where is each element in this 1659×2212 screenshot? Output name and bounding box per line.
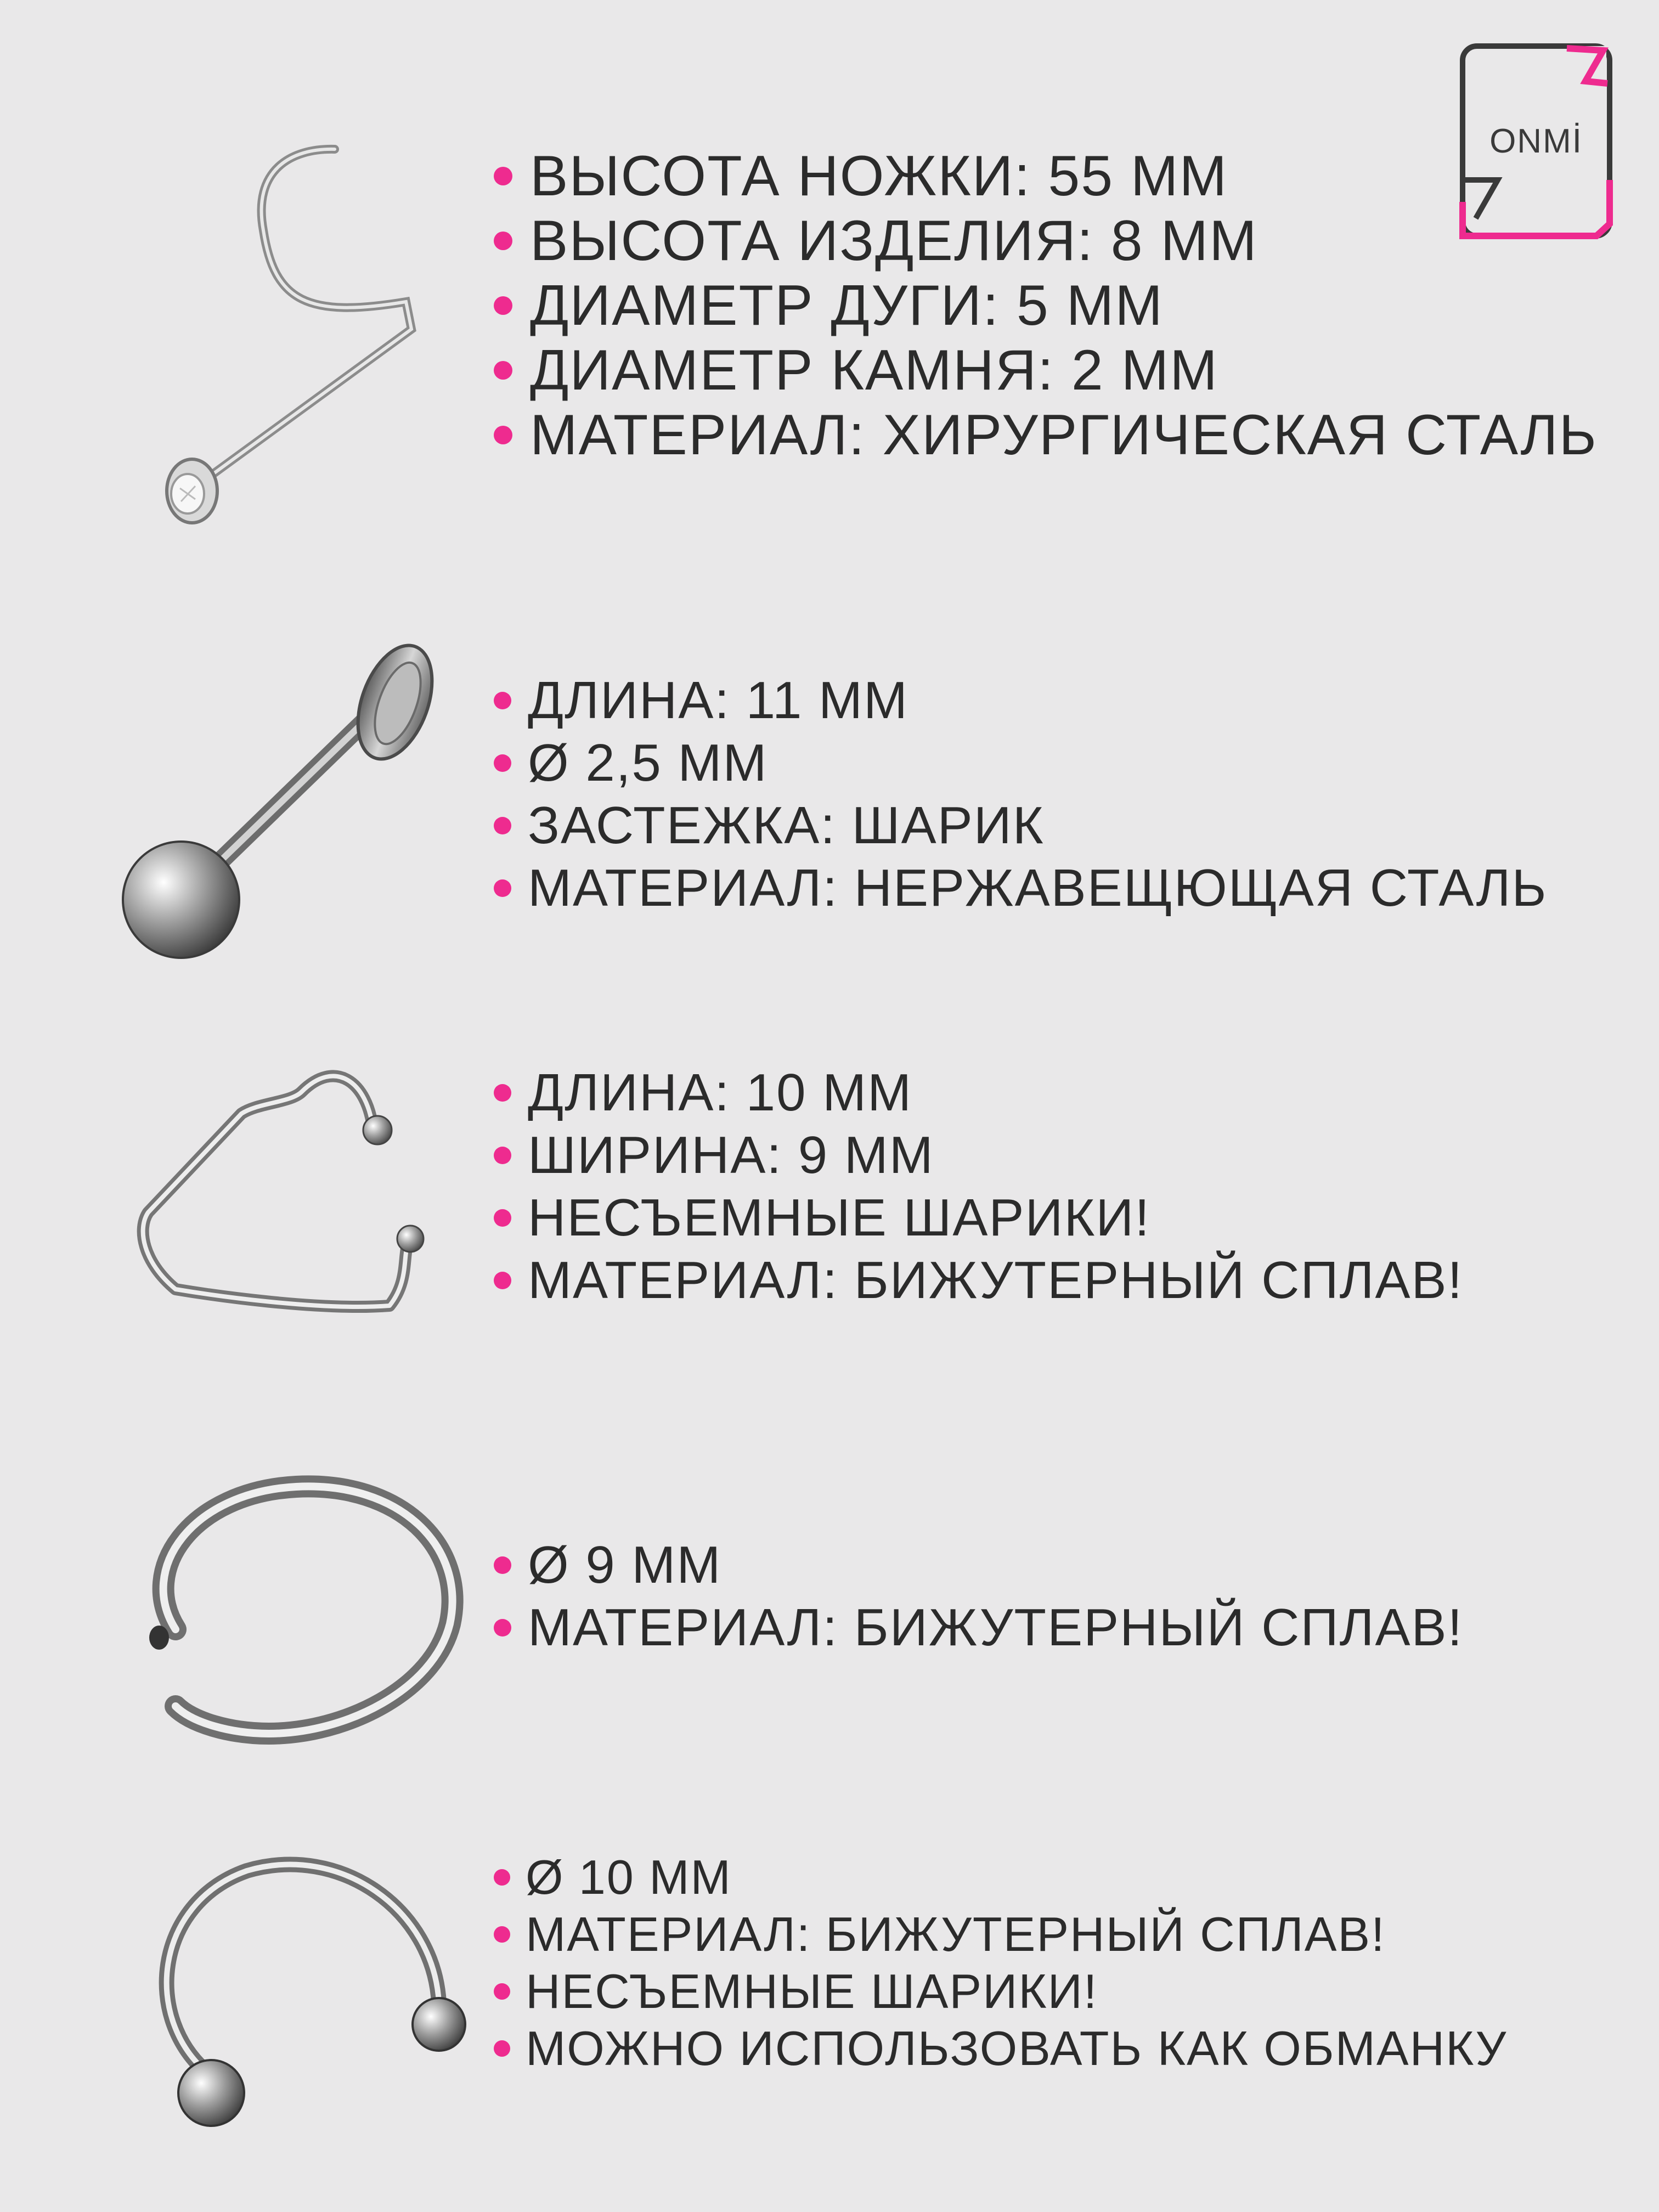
spec-item: МОЖНО ИСПОЛЬЗОВАТЬ КАК ОБМАНКУ xyxy=(494,2020,1507,2077)
nose-screw-image xyxy=(126,137,433,554)
horseshoe-specs xyxy=(494,1849,1507,2077)
spec-item: ВЫСОТА НОЖКИ: 55 ММ xyxy=(494,144,1598,208)
bullet-icon xyxy=(494,1926,510,1943)
bullet-icon xyxy=(494,1272,511,1289)
bullet-icon xyxy=(494,879,511,897)
ring-specs xyxy=(494,1534,1463,1659)
spec-item: МАТЕРИАЛ: БИЖУТЕРНЫЙ СПЛАВ! xyxy=(494,1906,1507,1963)
spec-item: Ø 9 ММ xyxy=(494,1534,1463,1596)
bullet-icon xyxy=(494,817,511,834)
bullet-icon xyxy=(494,2040,510,2057)
horseshoe-image xyxy=(121,1838,472,2134)
heart-clip-image xyxy=(126,1031,455,1350)
bullet-icon xyxy=(494,1619,511,1637)
spec-item: НЕСЪЕМНЫЕ ШАРИКИ! xyxy=(494,1187,1463,1249)
spec-item: МАТЕРИАЛ: ХИРУРГИЧЕСКАЯ СТАЛЬ xyxy=(494,403,1598,467)
spec-item: ДЛИНА: 10 ММ xyxy=(494,1062,1463,1124)
bullet-icon xyxy=(494,361,512,380)
spec-item: Ø 2,5 ММ xyxy=(494,732,1547,794)
spec-item: ШИРИНА: 9 ММ xyxy=(494,1124,1463,1187)
labret-image xyxy=(121,642,461,982)
heart-clip-specs xyxy=(494,1062,1463,1312)
spec-item: ВЫСОТА ИЗДЕЛИЯ: 8 ММ xyxy=(494,208,1598,273)
bullet-icon xyxy=(494,754,511,772)
spec-item: ДИАМЕТР ДУГИ: 5 ММ xyxy=(494,273,1598,338)
bullet-icon xyxy=(494,167,512,185)
spec-item: Ø 10 ММ xyxy=(494,1849,1507,1906)
spec-item: МАТЕРИАЛ: БИЖУТЕРНЫЙ СПЛАВ! xyxy=(494,1596,1463,1659)
spec-item: МАТЕРИАЛ: НЕРЖАВЕЩЮЩАЯ СТАЛЬ xyxy=(494,857,1547,919)
bullet-icon xyxy=(494,232,512,250)
ring-image xyxy=(104,1459,477,1767)
bullet-icon xyxy=(494,296,512,315)
labret-specs xyxy=(494,669,1547,919)
bullet-icon xyxy=(494,1869,510,1886)
logo-text: ONMİ xyxy=(1489,122,1583,160)
bullet-icon xyxy=(494,1983,510,2000)
spec-item: МАТЕРИАЛ: БИЖУТЕРНЫЙ СПЛАВ! xyxy=(494,1249,1463,1312)
spec-item: ДИАМЕТР КАМНЯ: 2 ММ xyxy=(494,338,1598,403)
bullet-icon xyxy=(494,1209,511,1227)
bullet-icon xyxy=(494,1084,511,1102)
bullet-icon xyxy=(494,1556,511,1574)
bullet-icon xyxy=(494,1147,511,1164)
spec-item: ДЛИНА: 11 ММ xyxy=(494,669,1547,732)
nose-screw-specs xyxy=(494,144,1598,467)
spec-item: НЕСЪЕМНЫЕ ШАРИКИ! xyxy=(494,1963,1507,2020)
bullet-icon xyxy=(494,426,512,444)
bullet-icon xyxy=(494,692,511,709)
spec-item: ЗАСТЕЖКА: ШАРИК xyxy=(494,794,1547,857)
